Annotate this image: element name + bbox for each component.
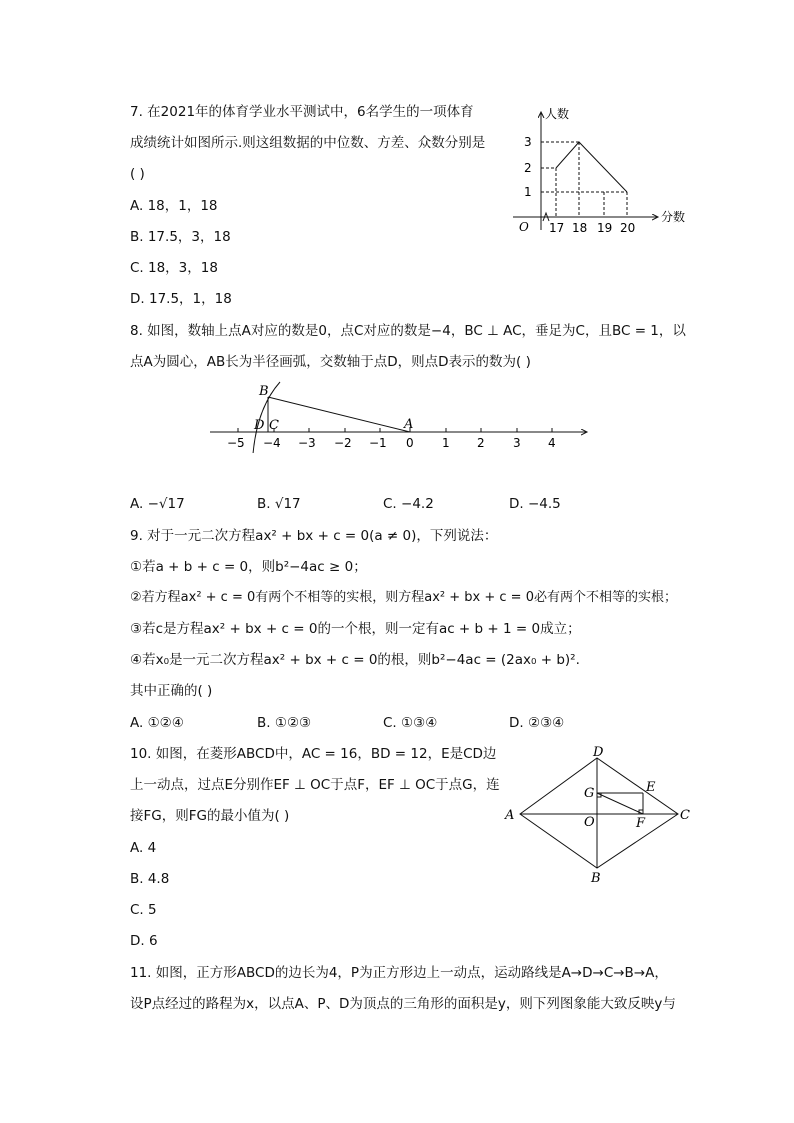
q8-tick-neg2: −2	[334, 436, 352, 450]
q8-option-d: D. −4.5	[509, 496, 561, 512]
q10-segment-fg	[597, 793, 643, 814]
q8-tick-4: 4	[548, 436, 556, 450]
q8-label-b: B	[259, 384, 269, 399]
q10-label-o: O	[584, 815, 595, 830]
q7-ytick-2: 2	[524, 161, 532, 175]
q10-line-2: 上一动点，过点E分别作EF ⊥ OC于点F，EF ⊥ OC于点G，连	[130, 777, 500, 793]
q7-ytick-1: 1	[524, 185, 532, 199]
q9-option-a: A. ①②④	[130, 715, 184, 731]
q10-rhombus	[520, 758, 678, 868]
q11-line-1: 11. 如图，正方形ABCD的边长为4，P为正方形边上一动点，运动路线是A→D→C→B→A，	[130, 965, 668, 981]
q9-statement-2: ②若方程ax² + c = 0有两个不相等的实根，则方程ax² + bx + c = 0必有两个不相等的实根；	[130, 590, 677, 605]
q9-option-d: D. ②③④	[509, 715, 565, 731]
q8-line-1: 8. 如图，数轴上点A对应的数是0，点C对应的数是−4，BC ⊥ AC，垂足为C，且BC = 1，以	[130, 323, 686, 339]
q10-option-c: C. 5	[130, 902, 157, 918]
q7-ylabel: 人数	[545, 107, 570, 121]
q8-tick-2: 2	[477, 436, 485, 450]
q7-data-line	[556, 142, 627, 192]
q8-label-a: A	[404, 417, 414, 432]
q10-option-a: A. 4	[130, 840, 157, 856]
q10-label-c: C	[680, 808, 690, 823]
q7-xtick-19: 19	[597, 221, 613, 235]
q8-tick-1: 1	[442, 436, 450, 450]
q8-option-c: C. −4.2	[383, 496, 434, 512]
q10-label-d: D	[593, 745, 604, 760]
q10-line-1: 10. 如图，在菱形ABCD中，AC = 16，BD = 12，E是CD边	[130, 746, 497, 762]
q8-tick-neg5: −5	[227, 436, 245, 450]
q9-line-1: 9. 对于一元二次方程ax² + bx + c = 0(a ≠ 0)，下列说法：	[130, 528, 498, 544]
q9-statement-1: ①若a + b + c = 0，则b²−4ac ≥ 0；	[130, 559, 367, 575]
q7-origin: O	[519, 220, 529, 234]
q7-xtick-18: 18	[572, 221, 588, 235]
q7-option-c: C. 18，3，18	[130, 260, 218, 276]
q7-option-d: D. 17.5，1，18	[130, 291, 232, 307]
q8-segment-ab	[268, 397, 410, 432]
q10-label-f: F	[636, 816, 646, 831]
q8-tick-3: 3	[513, 436, 521, 450]
q8-number-line	[205, 378, 595, 453]
q10-label-e: E	[646, 780, 656, 795]
q10-label-a: A	[505, 808, 515, 823]
q7-xtick-17: 17	[549, 221, 565, 235]
q9-statement-4: ④若x₀是一元二次方程ax² + bx + c = 0的根，则b²−4ac = (2ax₀ + b)².	[130, 652, 580, 668]
q9-ask: 其中正确的( )	[130, 683, 213, 699]
q9-statement-3: ③若c是方程ax² + bx + c = 0的一个根，则一定有ac + b + 1 = 0成立；	[130, 621, 581, 637]
q9-option-c: C. ①③④	[383, 715, 438, 731]
q7-line-1: 7. 在2021年的体育学业水平测试中，6名学生的一项体育	[130, 104, 474, 120]
q8-tick-neg4: −4	[263, 436, 281, 450]
q8-option-b: B. √17	[257, 496, 301, 512]
q8-option-a: A. −√17	[130, 496, 185, 512]
q10-rhombus-figure	[500, 744, 700, 884]
q10-line-3: 接FG，则FG的最小值为( )	[130, 808, 290, 824]
q7-line-2: 成绩统计如图所示.则这组数据的中位数、方差、众数分别是	[130, 135, 486, 151]
q10-option-b: B. 4.8	[130, 871, 170, 887]
q7-ytick-3: 3	[524, 135, 532, 149]
q10-option-d: D. 6	[130, 933, 158, 949]
q8-tick-neg1: −1	[369, 436, 387, 450]
q7-xlabel: 分数	[661, 210, 686, 224]
q7-line-graph	[508, 100, 698, 240]
q10-label-g: G	[584, 786, 595, 801]
q8-label-c: C	[269, 418, 279, 433]
q7-xtick-20: 20	[620, 221, 636, 235]
q8-line-2: 点A为圆心，AB长为半径画弧，交数轴于点D，则点D表示的数为( )	[130, 354, 531, 370]
q8-label-d: D	[254, 418, 265, 433]
q7-option-a: A. 18，1，18	[130, 198, 218, 214]
q11-line-2: 设P点经过的路程为x，以点A、P、D为顶点的三角形的面积是y，则下列图象能大致反映y与	[130, 996, 676, 1012]
q7-line-3: ( )	[130, 166, 145, 182]
q9-option-b: B. ①②③	[257, 715, 312, 731]
q8-tick-0: 0	[406, 436, 414, 450]
q8-tick-neg3: −3	[298, 436, 316, 450]
q10-label-b: B	[591, 871, 601, 884]
q7-option-b: B. 17.5，3，18	[130, 229, 231, 245]
